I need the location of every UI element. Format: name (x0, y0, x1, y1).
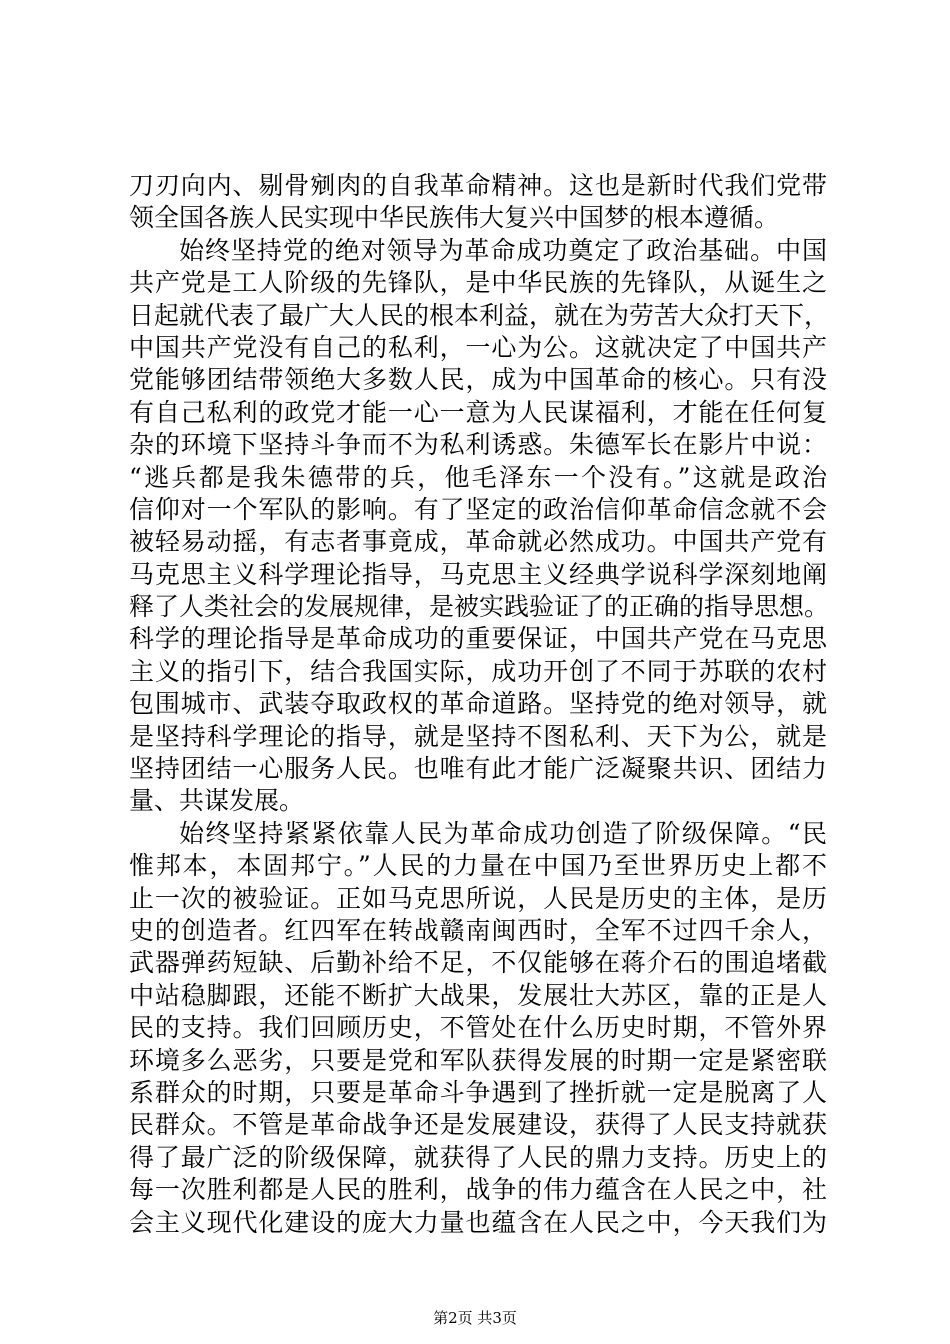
text-line: 始终坚持党的绝对领导为革命成功奠定了政治基础。中国 (179, 235, 827, 265)
text-line: 刀刃向内、剔骨剜肉的自我革命精神。这也是新时代我们党带 (129, 171, 827, 200)
document-body (129, 170, 830, 1239)
text-line: 止一次的被验证。正如马克思所说，人民是历史的主体，是历 (129, 883, 827, 913)
text-line: 日起就代表了最广大人民的根本利益，就在为劳苦大众打天下， (129, 300, 830, 330)
text-line: 中站稳脚跟，还能不断扩大战果，发展壮大苏区，靠的正是人 (129, 980, 827, 1010)
text-line: 中国共产党没有自己的私利，一心为公。这就决定了中国共产 (129, 332, 827, 362)
text-line: 释了人类社会的发展规律，是被实践验证了的正确的指导思想。 (129, 592, 830, 622)
text-line: 信仰对一个军队的影响。有了坚定的政治信仰革命信念就不会 (129, 494, 827, 524)
text-line: 包围城市、武装夺取政权的革命道路。坚持党的绝对领导，就 (129, 689, 827, 719)
text-line: 环境多么恶劣，只要是党和军队获得发展的时期一定是紧密联 (129, 1045, 827, 1075)
page-footer: 第2页 共3页 (433, 1309, 517, 1327)
text-line: 每一次胜利都是人民的胜利，战争的伟力蕴含在人民之中，社 (129, 1175, 827, 1205)
text-line: 马克思主义科学理论指导，马克思主义经典学说科学深刻地阐 (129, 559, 827, 589)
text-line: 杂的环境下坚持斗争而不为私利诱惑。朱德军长在影片中说： (129, 430, 827, 460)
text-line: 被轻易动摇，有志者事竟成，革命就必然成功。中国共产党有 (129, 527, 827, 557)
text-line: 民的支持。我们回顾历史，不管处在什么历史时期，不管外界 (129, 1013, 827, 1043)
text-line: 史的创造者。红四军在转战赣南闽西时，全军不过四千余人， (129, 915, 827, 945)
text-line: 是坚持科学理论的指导，就是坚持不图私利、天下为公，就是 (129, 721, 827, 751)
text-line: 会主义现代化建设的庞大力量也蕴含在人民之中，今天我们为 (129, 1207, 827, 1237)
text-line: 坚持团结一心服务人民。也唯有此才能广泛凝聚共识、团结力 (129, 754, 827, 784)
text-line: 量、共谋发展。 (129, 786, 305, 816)
text-line: 共产党是工人阶级的先锋队，是中华民族的先锋队，从诞生之 (129, 268, 827, 298)
text-line: 惟邦本，本固邦宁。”人民的力量在中国乃至世界历史上都不 (129, 851, 827, 881)
text-line: 系群众的时期，只要是革命斗争遇到了挫折就一定是脱离了人 (129, 1077, 827, 1107)
text-line: 始终坚持紧紧依靠人民为革命成功创造了阶级保障。“民 (179, 818, 827, 848)
text-line: 党能够团结带领绝大多数人民，成为中国革命的核心。只有没 (129, 365, 827, 395)
text-line: 主义的指引下，结合我国实际，成功开创了不同于苏联的农村 (129, 656, 827, 686)
text-line: 领全国各族人民实现中华民族伟大复兴中国梦的根本遵循。 (129, 203, 780, 233)
text-line: 科学的理论指导是革命成功的重要保证，中国共产党在马克思 (129, 624, 827, 654)
text-line: 武器弹药短缺、后勤补给不足，不仅能够在蒋介石的围追堵截 (129, 948, 827, 978)
text-line: “逃兵都是我朱德带的兵，他毛泽东一个没有。”这就是政治 (129, 462, 827, 492)
text-line: 有自己私利的政党才能一心一意为人民谋福利，才能在任何复 (129, 397, 827, 427)
text-line: 得了最广泛的阶级保障，就获得了人民的鼎力支持。历史上的 (129, 1142, 827, 1172)
text-line: 民群众。不管是革命战争还是发展建设，获得了人民支持就获 (129, 1110, 827, 1140)
